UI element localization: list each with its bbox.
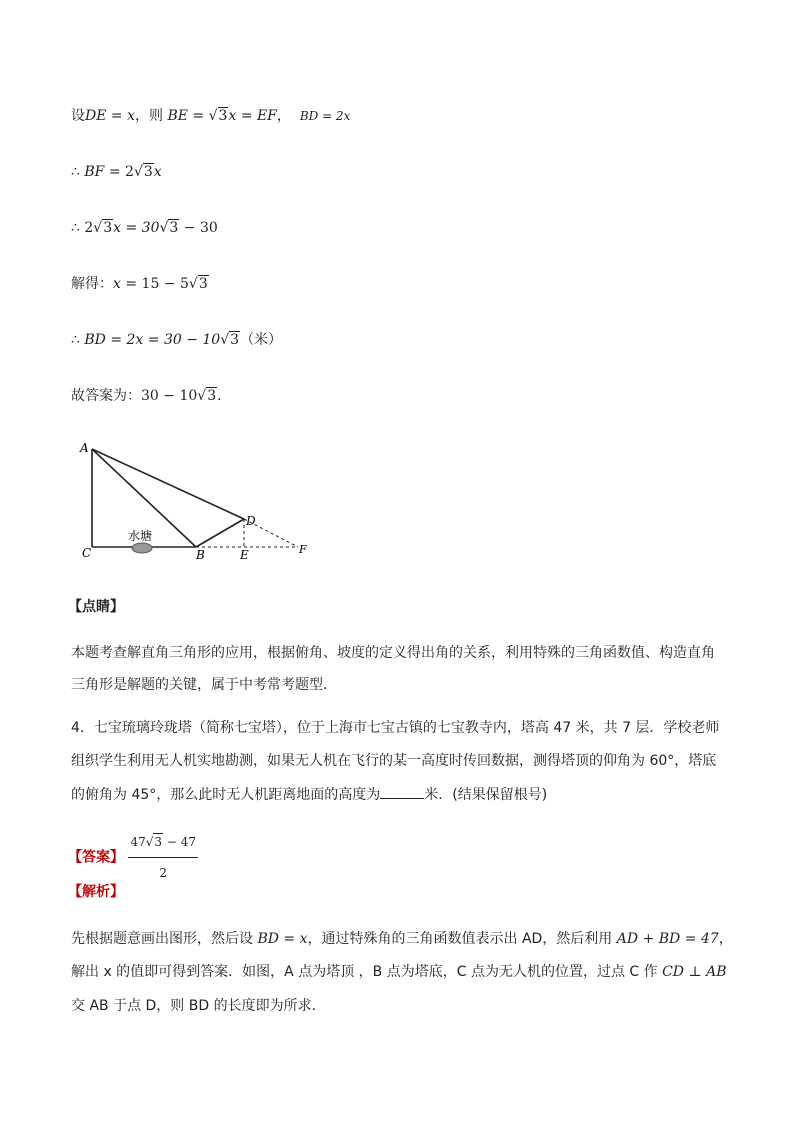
solution-line-3: ∴ 2√3x = 30√3 − 30 [71, 220, 218, 236]
math: − 30 [179, 220, 218, 236]
math: 2 [84, 220, 94, 236]
math: − 47 [163, 835, 196, 849]
solution-line-5: ∴ BD = 2x = 30 − 10√3（米） [71, 332, 283, 348]
sqrt-radicand: 3 [154, 835, 163, 849]
dianjing-line-2: 三角形是解题的关键，属于中考常考题型． [71, 677, 337, 693]
sqrt-radicand: 3 [230, 332, 240, 348]
answer-blank [380, 784, 424, 799]
solution-line-6: 故答案为：30 − 10√3． [71, 388, 232, 404]
sqrt-radicand: 3 [169, 220, 179, 236]
analysis-line-2 [71, 962, 726, 982]
math: DE [85, 108, 107, 124]
dianjing-line-1: 本题考查解直角三角形的应用，根据俯角、坡度的定义得出角的关系，利用特殊的三角函数值、构造直角 [71, 645, 715, 661]
math: 47 [130, 835, 146, 849]
text: ． [217, 388, 232, 404]
analysis-line-3: 交 AB 于点 D，则 BD 的长度即为所求． [71, 998, 326, 1014]
segment-ad [92, 449, 244, 519]
segment-bd [196, 519, 244, 547]
math: CD ⊥ AB [662, 964, 727, 980]
pond-shape [132, 543, 152, 553]
math: x [113, 276, 121, 292]
therefore-symbol: ∴ [71, 220, 80, 236]
math: x [153, 164, 162, 180]
sqrt-radicand: 3 [207, 388, 217, 404]
math: BF [84, 164, 105, 180]
text: 故答案为： [71, 388, 141, 404]
fraction-denominator: 2 [159, 866, 168, 880]
analysis-heading: 【解析】 [68, 884, 124, 900]
answer-line [68, 829, 198, 886]
question-line-2: 组织学生利用无人机实地勘测，如果无人机在飞行的某一高度时传回数据，测得塔顶的仰角为 60°，塔底 [71, 753, 717, 769]
text: 解得： [71, 276, 113, 292]
point-label-f: F [299, 543, 307, 556]
text: ， [718, 931, 733, 947]
math: = x [106, 108, 135, 124]
question-line-1: 4．七宝琉璃玲珑塔（简称七宝塔），位于上海市七宝古镇的七宝教寺内，塔高 47 米，共 7 层．学校老师 [71, 720, 720, 736]
text: 米．(结果保留根号) [424, 787, 548, 803]
question-line-3 [71, 784, 547, 805]
unit-text: （米） [240, 332, 283, 348]
therefore-symbol: ∴ [71, 164, 80, 180]
math: BD = 2x = 30 − 10 [84, 332, 221, 348]
therefore-symbol: ∴ [71, 332, 80, 348]
answer-tag: 【答案】 [68, 849, 124, 866]
solution-line-4: 解得：x = 15 − 5√3 [71, 276, 208, 292]
math: AD + BD = 47 [616, 931, 719, 947]
text: 设 [71, 108, 85, 124]
math: 30 − 10 [141, 388, 198, 404]
geometry-figure [74, 435, 334, 575]
math: BE [167, 108, 188, 124]
sqrt-radicand: 3 [103, 220, 113, 236]
sqrt-radicand: 3 [198, 276, 208, 292]
point-label-e: E [240, 548, 249, 562]
text: ，通过特殊角的三角函数值表示出 AD，然后利用 [307, 931, 617, 947]
point-label-d: D [246, 514, 256, 528]
math: x = EF [228, 108, 277, 124]
text: 先根据题意画出图形，然后设 [71, 931, 258, 947]
math: = 2 [104, 164, 134, 180]
pond-label: 水塘 [128, 529, 153, 543]
text: ， [276, 108, 291, 124]
math: BD = x [257, 931, 308, 947]
solution-line-1: 设DE = x，则 BE = √3x = EF， BD = 2x [71, 108, 351, 124]
text: 的俯角为 45°，那么此时无人机距离地面的高度为 [71, 787, 381, 803]
point-label-a: A [80, 441, 89, 455]
math: = 15 − 5 [120, 276, 189, 292]
sqrt-radicand: 3 [143, 164, 153, 180]
math: = [187, 108, 209, 124]
point-label-c: C [82, 546, 92, 560]
math: x = 30 [113, 220, 160, 236]
solution-line-2: ∴ BF = 2√3x [71, 164, 162, 180]
point-label-b: B [196, 548, 205, 562]
text: 解出 x 的值即可得到答案．如图，A 点为塔顶 ，B 点为塔底，C 点为无人机的位置，过点 C 作 [71, 964, 663, 980]
analysis-line-1 [71, 929, 733, 949]
math: BD = 2x [299, 109, 351, 123]
answer-fraction: $\frac{47√3 - 47}{2}$ [128, 829, 198, 886]
dianjing-heading: 【点睛】 [68, 599, 124, 615]
sqrt-radicand: 3 [218, 108, 228, 124]
text: ，则 [134, 108, 163, 124]
